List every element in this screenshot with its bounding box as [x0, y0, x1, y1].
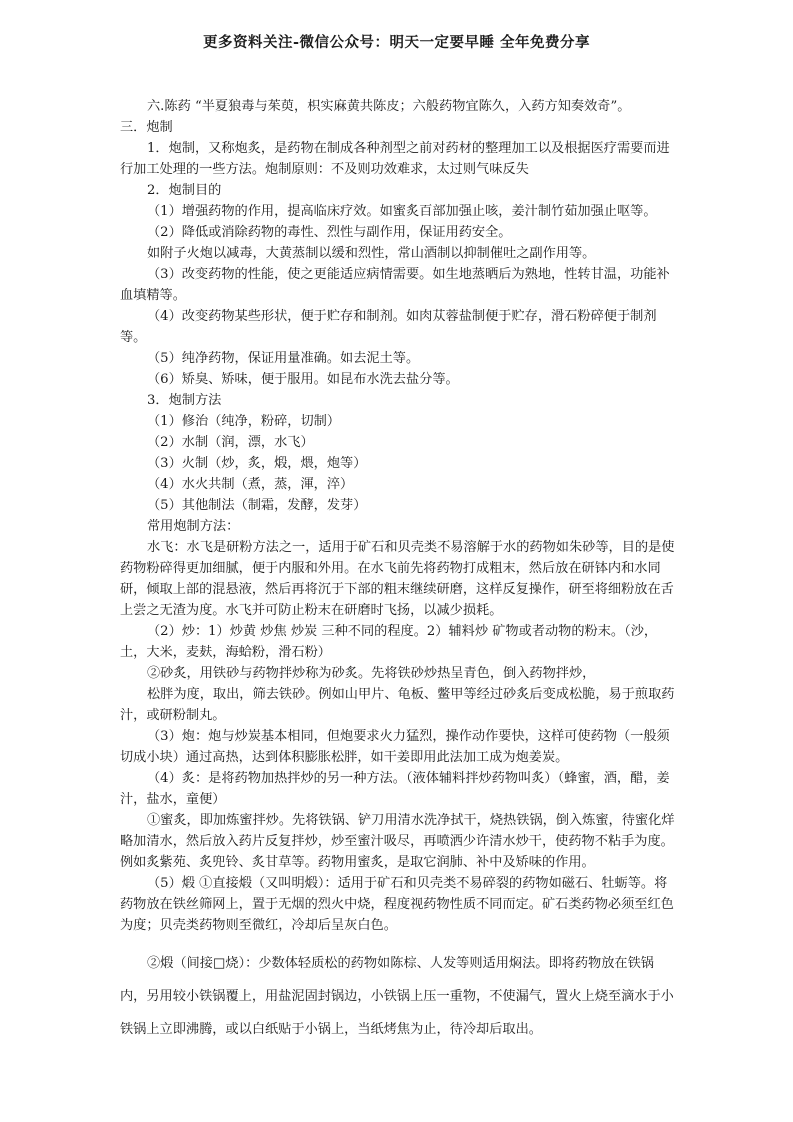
method-item-3: （3）火制（炒，炙，煅，煨，炮等）: [147, 456, 367, 471]
paragraph-pao: （3）炮：炮与炒炭基本相同，但炮要求火力猛烈，操作动作要快，这样可使药物（一般须切成小块）通过高热，达到体积膨胀松胖，如干姜即用此法加工成为炮姜炭。: [120, 729, 670, 765]
purpose-item-2: （2）降低或消除药物的毒性、烈性与副作用，保证用药安全。: [147, 225, 512, 240]
paragraph-shuifei: 水飞：水飞是研粉方法之一，适用于矿石和贝壳类不易溶解于水的药物如朱砂等，目的是使药物粉碎得更加细腻，便于内服和外用。在水飞前先将药物打成粗末，然后放在研钵内和水同研，倾取上部的混悬液，然后再将沉于下部的粗末继续研磨，这样反复操作，研至将细粉放在舌上尝之无渣为度。水飞并可防止粉末在研磨时飞扬，以减少损耗。: [120, 540, 675, 618]
method-item-4: （4）水火共制（煮，蒸，渾，淬）: [147, 477, 354, 492]
paragraph-duan-direct: （5）煅 ①直接煅（又叫明煅）：适用于矿石和贝壳类不易碎裂的药物如磁石、牡蛎等。将药物放在铁丝筛网上，置于无烟的烈火中烧，程度视药物性质不同而定。矿石类药物必须至红色为度；贝壳类药物则至微红，冷却后呈灰白色。: [120, 876, 674, 933]
purpose-item-2-example: 如附子火炮以减毒，大黄蒸制以缓和烈性，常山酒制以抑制催吐之副作用等。: [147, 246, 596, 261]
section-heading-paozhi: 三．炮制: [120, 120, 173, 135]
paragraph-duan-indirect: ②煅（间接□烧）：少数体轻质松的药物如陈棕、人发等则适用焖法。即将药物放在铁锅内，另用较小铁锅覆上，用盐泥固封锅边，小铁锅上压一重物，不使漏气，置火上烧至滴水于小铁锅上立即沸腾，或以白纸贴于小锅上，当纸烤焦为止，待冷却后取出。: [120, 956, 674, 1037]
common-methods-heading: 常用炮制方法：: [147, 519, 240, 534]
purpose-item-3: （3）改变药物的性能，使之更能适应病情需要。如生地蒸晒后为熟地，性转甘温，功能补血填精等。: [120, 267, 670, 303]
method-item-1: （1）修治（纯净，粉碎，切制）: [147, 414, 341, 429]
subheading-paozhi-purpose: 2．炮制目的: [147, 183, 222, 198]
paragraph-shazhi: ②砂炙，用铁砂与药物拌炒称为砂炙。先将铁砂炒热呈青色，倒入药物拌炒，: [147, 666, 596, 681]
purpose-item-5: （5）纯净药物，保证用量准确。如去泥土等。: [147, 351, 420, 366]
paragraph-zhi: （4）炙：是将药物加热拌炒的另一种方法。（液体辅料拌炒药物叫炙）（蜂蜜，酒，醋，姜汁，盐水，童便）: [120, 771, 670, 807]
document-body: [120, 96, 675, 1046]
method-item-5: （5）其他制法（制霜，发酵，发芽）: [147, 498, 367, 513]
paragraph-chao: （2）炒：1）炒黄 炒焦 炒炭 三种不同的程度。2）辅料炒 矿物或者动物的粉末。（沙，土，大米，麦麸，海蛤粉，滑石粉）: [120, 624, 658, 660]
page-header: 更多资料关注-微信公众号：明天一定要早睡 全年免费分享: [202, 34, 591, 51]
paragraph-mizhi: ①蜜炙，即加炼蜜拌炒。先将铁锅、铲刀用清水洗净拭干，烧热铁锅，倒入炼蜜，待蜜化烊略加清水，然后放入药片反复拌炒，炒至蜜汁吸尽，再喷洒少许清水炒干，使药物不粘手为度。例如炙紫苑、炙兜铃、炙甘草等。药物用蜜炙，是取它润肺、补中及矫味的作用。: [120, 813, 675, 870]
purpose-item-4: （4）改变药物某些形状，便于贮存和制剂。如肉苁蓉盐制便于贮存，滑石粉碎便于制剂等。: [120, 309, 657, 345]
paragraph-chenyao: 六.陈药 “半夏狼毒与茱萸，枳实麻黄共陈皮；六般药物宜陈久，入药方知奏效奇”。: [147, 99, 631, 114]
paragraph-shazhi-cont: 松胖为度，取出，筛去铁砂。例如山甲片、龟板、鳖甲等经过砂炙后变成松脆，易于煎取药汁，或研粉制丸。: [120, 687, 675, 723]
purpose-item-6: （6）矫臭、矫味，便于服用。如昆布水洗去盐分等。: [147, 372, 459, 387]
method-item-2: （2）水制（润，漂，水飞）: [147, 435, 314, 450]
subheading-paozhi-methods: 3．炮制方法: [147, 393, 222, 408]
paragraph-paozhi-definition: 1．炮制，又称炮炙，是药物在制成各种剂型之前对药材的整理加工以及根据医疗需要而进行加工处理的一些方法。炮制原则：不及则功效难求，太过则气味反失: [120, 141, 670, 177]
purpose-item-1: （1）增强药物的作用，提高临床疗效。如蜜炙百部加强止咳，姜汁制竹茹加强止呕等。: [147, 204, 657, 219]
